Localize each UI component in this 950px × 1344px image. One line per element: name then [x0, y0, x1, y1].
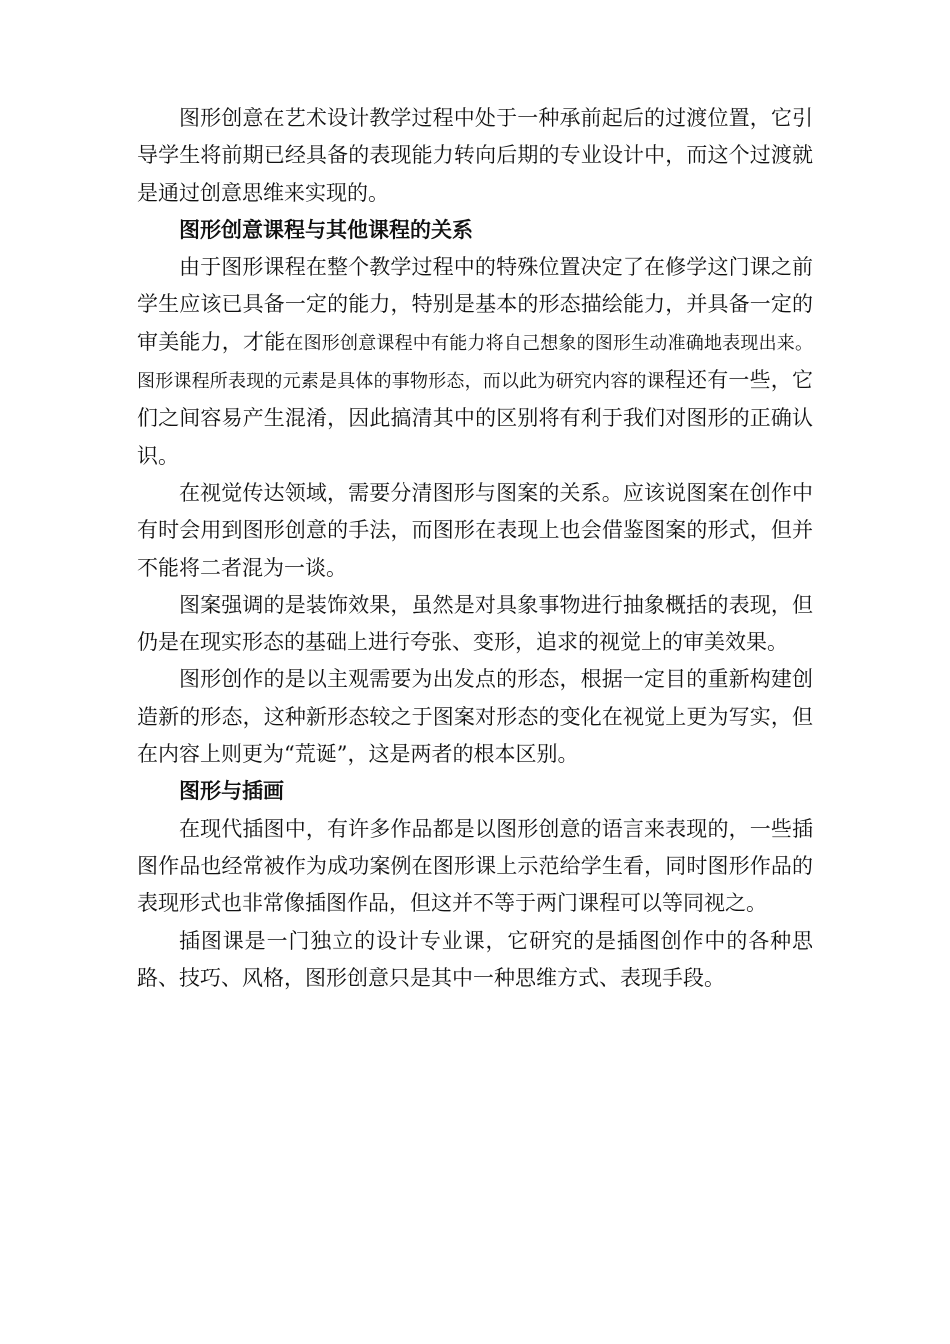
document-body: [137, 100, 813, 997]
paragraph-illustration-course: 插图课是一门独立的设计专业课，它研究的是插图创作中的各种思路、技巧、风格，图形创意只是其中一种思维方式、表现手段。: [137, 928, 813, 990]
paragraph-transition-role: 图形创意在艺术设计教学过程中处于一种承前起后的过渡位置，它引导学生将前期已经具备的表现能力转向后期的专业设计中，而这个过渡就是通过创意思维来实现的。: [137, 106, 813, 205]
paragraph-prerequisites-part-a: 由于图形课程在整个教学过程中的特殊位置决定了在修学这门课之前学生应该已具备一定的能力，特别是基本的形态描绘能力，并具备一定的审美能力，才能: [137, 255, 813, 354]
paragraph-modern-illustration: 在现代插图中，有许多作品都是以图形创意的语言来表现的，一些插图作品也经常被作为成功案例在图形课上示范给学生看，同时图形作品的表现形式也非常像插图作品，但这并不等于两门课程可以等同视之。: [137, 816, 813, 916]
paragraph-graphic-creation: 图形创作的是以主观需要为出发点的形态，根据一定目的重新构建创造新的形态，这种新形态较之于图案对形态的变化在视觉上更为写实，但在内容上则更为“荒诞”，这是两者的根本区别。: [137, 667, 813, 767]
paragraph-pattern-decoration: 图案强调的是装饰效果，虽然是对具象事物进行抽象概括的表现，但仍是在现实形态的基础上进行夸张、变形，追求的视觉上的审美效果。: [137, 592, 813, 655]
paragraph-prerequisites-part-c: 程还有一些，它们之间容易产生混淆，因此搞清其中的区别将有利于我们对图形的正确认识。: [137, 368, 813, 468]
paragraph-prerequisites: [137, 249, 813, 475]
section-heading-course-relations: 图形创意课程与其他课程的关系: [179, 217, 473, 242]
section-heading-graphics-illustration: 图形与插画: [179, 779, 284, 804]
paragraph-prerequisites-part-b: 在图形创意课程中有能力将自己想象的图形生动准确地表现出来。图形课程所表现的元素是具体的事物形态，而以此为研究内容的课: [137, 332, 814, 393]
paragraph-graphics-vs-patterns: 在视觉传达领域，需要分清图形与图案的关系。应该说图案在创作中有时会用到图形创意的手法，而图形在表现上也会借鉴图案的形式，但并不能将二者混为一谈。: [137, 480, 813, 580]
